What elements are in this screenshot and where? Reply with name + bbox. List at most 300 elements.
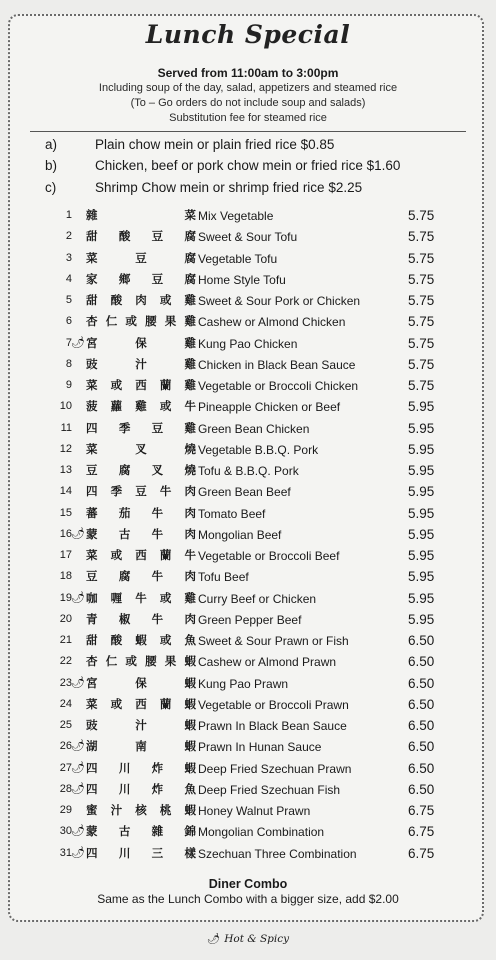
chinese-char: 叉 [151, 463, 164, 477]
menu-item [0, 695, 496, 716]
chinese-char: 雞 [184, 314, 196, 329]
item-name: Sweet & Sour Pork or Chicken [198, 294, 361, 308]
chinese-char: 古 [118, 526, 131, 541]
menu-item [0, 419, 496, 440]
chinese-char: 腰 [145, 654, 157, 669]
chinese-char: 豆 [151, 271, 164, 286]
item-number: 27 [59, 761, 72, 774]
item-number: 12 [59, 442, 72, 455]
item-price: 6.50 [408, 760, 435, 776]
menu-item [0, 334, 496, 355]
chinese-char: 腐 [184, 229, 196, 244]
item-number: 8 [65, 357, 72, 370]
item-number: 4 [65, 272, 72, 285]
item-chinese-name [86, 568, 196, 584]
menu-item [0, 589, 496, 610]
chinese-char: 蒙 [86, 526, 98, 541]
chinese-char: 雞 [184, 356, 196, 371]
item-name: Chicken in Black Bean Sauce [198, 357, 356, 372]
chinese-char: 椒 [118, 611, 131, 626]
chinese-char: 蝦 [184, 696, 196, 711]
item-name: Kung Pao Prawn [198, 676, 289, 691]
pepper-icon: 🌶 [71, 740, 85, 753]
rice-option [45, 137, 334, 152]
chinese-char: 蝦 [184, 654, 196, 669]
chinese-char: 豉 [86, 718, 98, 732]
item-name: Tomato Beef [198, 506, 266, 521]
item-price: 5.75 [408, 293, 435, 308]
pepper-icon: 🌶 [71, 336, 85, 349]
chinese-char: 果 [164, 654, 177, 669]
chinese-char: 蕃 [86, 505, 98, 520]
item-number: 7 [65, 336, 72, 349]
chinese-char: 雜 [86, 208, 98, 222]
chinese-char: 酸 [118, 229, 131, 244]
menu-item [0, 652, 496, 673]
item-number: 6 [65, 315, 72, 328]
pepper-icon: 🌶 [71, 782, 85, 795]
item-price: 5.95 [408, 441, 435, 457]
chinese-char: 青 [86, 611, 98, 626]
menu-item [0, 355, 496, 376]
chinese-char: 牛 [151, 611, 164, 626]
item-chinese-name [86, 398, 196, 414]
pepper-icon: 🌶 [206, 933, 221, 945]
chinese-char: 肉 [184, 484, 196, 499]
chinese-char: 雞 [184, 293, 196, 307]
item-number: 20 [59, 612, 72, 625]
chinese-char: 豆 [135, 250, 147, 265]
option-text: Plain chow mein or plain fried rice [95, 137, 297, 152]
item-number: 13 [59, 464, 72, 476]
item-number: 5 [65, 294, 72, 306]
chinese-char: 川 [118, 845, 131, 860]
item-price: 5.75 [408, 356, 435, 372]
chinese-char: 桃 [159, 803, 172, 817]
chinese-char: 炸 [151, 781, 164, 796]
item-price: 6.50 [408, 781, 435, 797]
item-name: Vegetable or Broccoli Chicken [198, 379, 359, 393]
option-price: $1.60 [366, 158, 401, 173]
chinese-char: 肉 [184, 611, 196, 626]
item-name: Kung Pao Chicken [198, 336, 298, 351]
item-chinese-name [86, 611, 196, 627]
chinese-char: 豉 [86, 356, 98, 371]
chinese-char: 蘿 [110, 399, 123, 414]
item-price: 5.75 [408, 378, 435, 393]
item-price: 5.75 [408, 229, 435, 245]
chinese-char: 四 [86, 760, 98, 775]
item-price: 5.95 [408, 420, 435, 436]
chinese-char: 腐 [184, 250, 196, 265]
chinese-char: 腐 [118, 463, 131, 477]
chinese-char: 四 [86, 845, 98, 860]
item-chinese-name [86, 845, 196, 861]
item-number: 21 [59, 634, 72, 646]
item-number: 31 [59, 846, 72, 859]
item-number: 29 [59, 804, 72, 816]
item-name: Deep Fried Szechuan Prawn [198, 761, 352, 776]
chinese-char: 四 [86, 484, 98, 499]
item-name: Tofu Beef [198, 570, 249, 585]
chinese-char: 咖 [86, 590, 98, 605]
chinese-char: 杏 [86, 314, 98, 329]
option-price: $0.85 [300, 137, 335, 152]
item-name: Sweet & Sour Prawn or Fish [198, 634, 349, 648]
chinese-char: 或 [159, 633, 172, 647]
chinese-char: 肉 [184, 505, 196, 520]
item-chinese-name [86, 313, 196, 329]
menu-item [0, 737, 496, 758]
chinese-char: 雜 [151, 824, 164, 839]
menu-item [0, 440, 496, 461]
item-number: 19 [59, 591, 72, 604]
chinese-char: 茄 [118, 505, 131, 520]
chinese-char: 腐 [118, 569, 131, 584]
item-chinese-name [86, 526, 196, 542]
item-number: 17 [59, 549, 72, 561]
chinese-char: 豆 [86, 463, 98, 477]
item-number: 1 [65, 209, 72, 221]
item-chinese-name [86, 377, 196, 393]
substitution-note: Substitution fee for steamed rice [169, 112, 327, 124]
chinese-char: 或 [110, 548, 123, 562]
menu-item [0, 610, 496, 631]
chinese-char: 腐 [184, 271, 196, 286]
item-price: 5.75 [408, 208, 435, 223]
item-chinese-name [86, 462, 196, 478]
item-price: 5.95 [408, 548, 435, 563]
chinese-char: 甜 [86, 293, 98, 307]
item-number: 11 [60, 421, 72, 434]
item-chinese-name [86, 250, 196, 266]
chinese-char: 牛 [151, 505, 164, 520]
item-chinese-name [86, 292, 196, 308]
item-price: 5.95 [408, 463, 435, 478]
chinese-char: 甜 [86, 633, 98, 647]
item-name: Mongolian Beef [198, 527, 282, 542]
item-number: 23 [59, 676, 72, 689]
chinese-char: 蝦 [184, 739, 196, 754]
served-hours: Served from 11:00am to 3:00pm [157, 66, 339, 80]
chinese-char: 南 [135, 739, 147, 754]
chinese-char: 四 [86, 420, 98, 435]
item-chinese-name [86, 781, 196, 797]
chinese-char: 甜 [86, 229, 98, 244]
item-name: Szechuan Three Combination [198, 846, 357, 861]
item-chinese-name [86, 590, 196, 606]
chinese-char: 川 [118, 760, 131, 775]
item-chinese-name [86, 441, 196, 457]
chinese-char: 或 [110, 378, 123, 392]
chinese-char: 豆 [151, 229, 164, 244]
chinese-char: 蝦 [184, 803, 196, 817]
chinese-char: 雞 [184, 590, 196, 605]
chinese-char: 季 [118, 420, 131, 435]
item-number: 15 [59, 506, 72, 519]
chinese-char: 燒 [184, 441, 196, 456]
item-chinese-name [86, 696, 196, 712]
menu-item [0, 270, 496, 291]
item-name: Vegetable or Broccoli Prawn [198, 697, 349, 712]
chinese-char: 宮 [86, 335, 98, 350]
item-name: Curry Beef or Chicken [198, 591, 317, 606]
item-price: 5.95 [408, 526, 435, 542]
chinese-char: 蜜 [86, 803, 98, 817]
chinese-char: 汁 [110, 803, 123, 817]
chinese-char: 錦 [184, 824, 196, 839]
chinese-char: 蝦 [184, 675, 196, 690]
menu-item [0, 716, 496, 737]
combo-title: Diner Combo [208, 877, 288, 891]
item-name: Green Bean Chicken [198, 421, 310, 436]
menu-item [0, 546, 496, 567]
chinese-char: 三 [151, 845, 164, 860]
item-price: 6.75 [408, 824, 435, 840]
item-price: 5.75 [408, 250, 435, 266]
spicy-legend-label: Hot & Spicy [224, 933, 290, 945]
chinese-char: 家 [86, 271, 98, 286]
menu-item [0, 567, 496, 588]
item-number: 28 [59, 782, 72, 795]
item-name: Vegetable or Broccoli Beef [198, 549, 340, 563]
item-price: 5.75 [408, 335, 435, 351]
chinese-char: 樣 [184, 845, 196, 860]
chinese-char: 或 [159, 590, 172, 605]
menu-item [0, 249, 496, 270]
item-name: Tofu & B.B.Q. Pork [198, 464, 299, 478]
item-chinese-name [86, 483, 196, 499]
chinese-char: 腰 [145, 314, 157, 329]
item-chinese-name [86, 420, 196, 436]
item-number: 18 [59, 570, 72, 583]
item-chinese-name [86, 207, 196, 223]
item-price: 6.50 [408, 633, 435, 648]
menu-item [0, 822, 496, 843]
pepper-icon: 🌶 [71, 761, 85, 774]
chinese-char: 核 [135, 803, 147, 817]
included-note: Including soup of the day, salad, appetizers and steamed rice [98, 82, 398, 94]
item-price: 6.50 [408, 718, 435, 733]
item-price: 5.95 [408, 484, 435, 500]
chinese-char: 肉 [184, 569, 196, 584]
chinese-char: 肉 [135, 293, 147, 307]
chinese-char: 川 [118, 781, 131, 796]
pepper-icon: 🌶 [71, 825, 85, 838]
item-chinese-name [86, 738, 196, 754]
menu-item [0, 759, 496, 780]
option-letter: c) [45, 180, 57, 195]
item-number: 22 [59, 655, 72, 668]
chinese-char: 西 [135, 548, 147, 562]
chinese-char: 燒 [184, 463, 196, 477]
item-price: 5.75 [408, 314, 435, 330]
item-name: Cashew or Almond Prawn [198, 655, 337, 670]
item-name: Home Style Tofu [198, 272, 286, 287]
chinese-char: 季 [110, 484, 123, 499]
menu-item [0, 504, 496, 525]
menu-item [0, 780, 496, 801]
chinese-char: 炸 [151, 760, 164, 775]
chinese-char: 蘭 [159, 378, 172, 392]
item-chinese-name [86, 823, 196, 839]
item-price: 6.75 [408, 845, 435, 861]
item-number: 24 [59, 697, 72, 710]
item-name: Green Bean Beef [198, 485, 291, 500]
chinese-char: 汁 [135, 718, 147, 732]
chinese-char: 或 [159, 399, 172, 414]
item-chinese-name [86, 547, 196, 563]
item-chinese-name [86, 271, 196, 287]
pepper-icon: 🌶 [71, 527, 85, 540]
to-go-note: (To – Go orders do not include soup and salads) [130, 97, 366, 109]
chinese-char: 西 [135, 696, 147, 711]
option-text: Chicken, beef or pork chow mein or fried rice [95, 158, 363, 173]
item-chinese-name [86, 505, 196, 521]
chinese-char: 菜 [86, 441, 98, 456]
chinese-char: 仁 [105, 314, 118, 329]
chinese-char: 菜 [86, 548, 98, 562]
item-price: 5.95 [408, 399, 435, 415]
pepper-icon: 🌶 [71, 676, 85, 689]
chinese-char: 湖 [86, 739, 98, 754]
item-price: 5.95 [408, 611, 435, 627]
item-number: 16 [59, 527, 72, 540]
item-name: Vegetable Tofu [198, 251, 278, 266]
chinese-char: 豆 [135, 484, 147, 499]
chinese-char: 牛 [184, 548, 196, 562]
chinese-char: 雞 [184, 335, 196, 350]
item-price: 5.95 [408, 569, 435, 585]
combo-text: Same as the Lunch Combo with a bigger size, add $2.00 [97, 892, 399, 906]
item-price: 5.95 [408, 590, 435, 606]
menu-item [0, 206, 496, 227]
menu-item [0, 376, 496, 397]
chinese-char: 保 [135, 335, 147, 350]
item-name: Mongolian Combination [198, 825, 325, 840]
divider [30, 131, 466, 132]
item-number: 30 [59, 825, 72, 838]
item-chinese-name [86, 356, 196, 372]
item-price: 5.75 [408, 271, 435, 287]
option-price: $2.25 [328, 180, 363, 195]
chinese-char: 魚 [184, 633, 196, 647]
menu-item [0, 525, 496, 546]
chinese-char: 酸 [110, 633, 123, 647]
chinese-char: 牛 [151, 569, 164, 584]
menu-item [0, 227, 496, 248]
chinese-char: 叉 [135, 441, 147, 456]
chinese-char: 四 [86, 781, 98, 796]
chinese-char: 西 [135, 378, 147, 392]
menu-item [0, 397, 496, 418]
chinese-char: 果 [164, 314, 177, 329]
menu-item [0, 482, 496, 503]
chinese-char: 蘭 [159, 548, 172, 562]
item-name: Deep Fried Szechuan Fish [198, 782, 341, 797]
chinese-char: 或 [125, 314, 137, 329]
pepper-icon: 🌶 [71, 846, 85, 859]
rice-option [45, 180, 362, 195]
chinese-char: 菜 [86, 696, 98, 711]
item-price: 6.50 [408, 739, 435, 755]
chinese-char: 雞 [184, 420, 196, 435]
item-price: 6.50 [408, 675, 435, 691]
chinese-char: 牛 [151, 526, 164, 541]
menu-item [0, 801, 496, 822]
item-name: Prawn In Hunan Sauce [198, 740, 322, 755]
item-price: 6.50 [408, 696, 435, 712]
chinese-char: 豆 [151, 420, 164, 435]
rice-option [45, 158, 400, 173]
option-letter: b) [45, 158, 58, 173]
chinese-char: 菠 [86, 399, 98, 414]
item-name: Green Pepper Beef [198, 612, 302, 627]
chinese-char: 蒙 [86, 824, 98, 839]
chinese-char: 豆 [86, 569, 98, 584]
chinese-char: 蝦 [135, 633, 147, 647]
spicy-legend [0, 932, 496, 945]
chinese-char: 菜 [184, 208, 196, 222]
chinese-char: 雞 [135, 399, 147, 414]
item-name: Prawn In Black Bean Sauce [198, 719, 347, 733]
chinese-char: 牛 [159, 484, 172, 499]
chinese-char: 蝦 [184, 760, 196, 775]
item-price: 6.75 [408, 803, 435, 818]
item-name: Sweet & Sour Tofu [198, 230, 298, 245]
option-letter: a) [45, 137, 58, 152]
chinese-char: 酸 [110, 293, 123, 307]
item-price: 6.50 [408, 654, 435, 670]
menu-item [0, 461, 496, 482]
item-number: 25 [59, 719, 72, 731]
item-chinese-name [86, 653, 196, 669]
item-name: Pineapple Chicken or Beef [198, 400, 341, 415]
chinese-char: 或 [125, 654, 137, 669]
chinese-char: 喱 [110, 590, 123, 605]
item-chinese-name [86, 632, 196, 648]
chinese-char: 蘭 [159, 696, 172, 711]
item-chinese-name [86, 228, 196, 244]
item-name: Mix Vegetable [198, 209, 274, 223]
item-number: 14 [59, 485, 72, 498]
chinese-char: 或 [159, 293, 172, 307]
item-name: Vegetable B.B.Q. Pork [198, 442, 319, 457]
chinese-char: 古 [118, 824, 131, 839]
chinese-char: 宮 [86, 675, 98, 690]
chinese-char: 魚 [184, 781, 196, 796]
chinese-char: 鄉 [118, 271, 131, 286]
item-price: 5.95 [408, 505, 435, 521]
menu-item [0, 631, 496, 652]
chinese-char: 牛 [135, 590, 147, 605]
item-name: Honey Walnut Prawn [198, 804, 311, 818]
item-number: 9 [65, 379, 72, 391]
item-chinese-name [86, 760, 196, 776]
item-number: 10 [59, 400, 72, 413]
menu-item [0, 291, 496, 312]
page-title: Lunch Special [145, 20, 351, 49]
item-chinese-name [86, 675, 196, 691]
item-chinese-name [86, 335, 196, 351]
item-name: Cashew or Almond Chicken [198, 315, 346, 330]
menu-item [0, 312, 496, 333]
item-number: 26 [59, 740, 72, 753]
chinese-char: 汁 [135, 356, 147, 371]
menu-item [0, 844, 496, 865]
chinese-char: 仁 [105, 654, 118, 669]
chinese-char: 蝦 [184, 718, 196, 732]
